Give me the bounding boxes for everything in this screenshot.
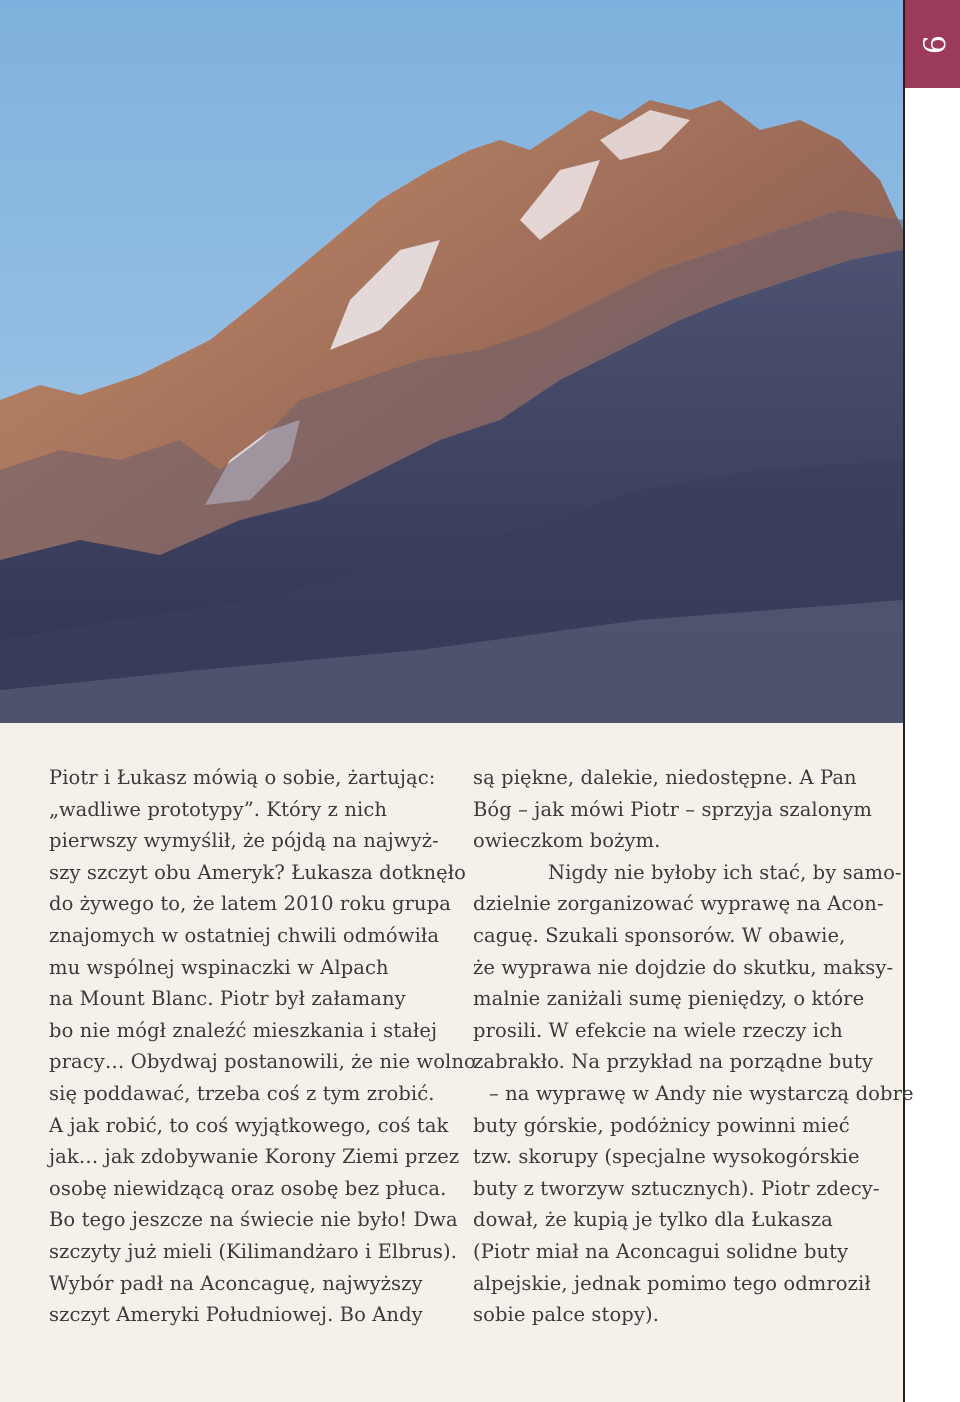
- text-line: malnie zaniżali sumę pieniędzy, o które: [473, 987, 865, 1011]
- text-column-left: [49, 762, 476, 1331]
- text-line: dował, że kupią je tylko dla Łukasza: [473, 1208, 833, 1232]
- text-line: zabrakło. Na przykład na porządne buty: [473, 1050, 873, 1074]
- text-line: szy szczyt obu Ameryk? Łukasza dotknęło: [49, 860, 467, 884]
- page-margin-strip: [903, 0, 960, 1402]
- text-line: na Mount Blanc. Piotr był załamany: [49, 987, 406, 1011]
- text-column-right: [473, 762, 914, 1331]
- page-number: 9: [915, 34, 950, 54]
- text-line: osobę niewidzącą oraz osobę bez płuca.: [49, 1176, 447, 1200]
- text-line: do żywego to, że latem 2010 roku grupa: [49, 892, 452, 916]
- mountain-photo: [0, 0, 903, 723]
- page-number-tab: [905, 0, 960, 88]
- text-line: Piotr i Łukasz mówią o sobie, żartując:: [49, 766, 436, 789]
- text-line: Nigdy nie byłoby ich stać, by samo-: [548, 860, 902, 884]
- text-line: szczyt Ameryki Południowej. Bo Andy: [49, 1303, 423, 1327]
- text-line: pracy… Obydwaj postanowili, że nie wolno: [49, 1050, 476, 1074]
- text-line: prosili. W efekcie na wiele rzeczy ich: [473, 1018, 843, 1042]
- text-line: się poddawać, trzeba coś z tym zrobić.: [49, 1081, 435, 1105]
- text-line: znajomych w ostatniej chwili odmówiła: [49, 923, 440, 947]
- text-line: że wyprawa nie dojdzie do skutku, maksy-: [473, 955, 894, 979]
- text-line: alpejskie, jednak pomimo tego odmroził: [473, 1271, 871, 1295]
- text-line: szczyty już mieli (Kilimandżaro i Elbrus).: [49, 1239, 458, 1263]
- text-line: Bóg – jak mówi Piotr – sprzyja szalonym: [473, 797, 872, 821]
- text-line: mu wspólnej wspinaczki w Alpach: [49, 955, 389, 979]
- text-line: (Piotr miał na Aconcagui solidne buty: [473, 1239, 849, 1263]
- text-line: A jak robić, to coś wyjątkowego, coś tak: [49, 1113, 449, 1137]
- text-line: caguę. Szukali sponsorów. W obawie,: [473, 923, 846, 947]
- text-line: „wadliwe prototypy”. Który z nich: [49, 797, 388, 821]
- text-line: sobie palce stopy).: [473, 1303, 659, 1327]
- text-line: tzw. skorupy (specjalne wysokogórskie: [473, 1145, 860, 1169]
- text-line: – na wyprawę w Andy nie wystarczą dobre: [489, 1081, 914, 1105]
- text-line: pierwszy wymyślił, że pójdą na najwyż-: [49, 829, 439, 853]
- text-line: owieczkom bożym.: [473, 829, 661, 853]
- text-line: dzielnie zorganizować wyprawę na Acon-: [473, 892, 884, 916]
- text-line: Wybór padł na Aconcaguę, najwyższy: [49, 1271, 423, 1295]
- text-line: Bo tego jeszcze na świecie nie było! Dwa: [49, 1208, 458, 1232]
- text-line: buty z tworzyw sztucznych). Piotr zdecy-: [473, 1176, 880, 1200]
- text-line: buty górskie, podóżnicy powinni mieć: [473, 1113, 850, 1137]
- text-line: jak… jak zdobywanie Korony Ziemi przez: [49, 1145, 460, 1169]
- text-line: są piękne, dalekie, niedostępne. A Pan: [473, 766, 857, 789]
- text-line: bo nie mógł znaleźć mieszkania i stałej: [49, 1018, 438, 1042]
